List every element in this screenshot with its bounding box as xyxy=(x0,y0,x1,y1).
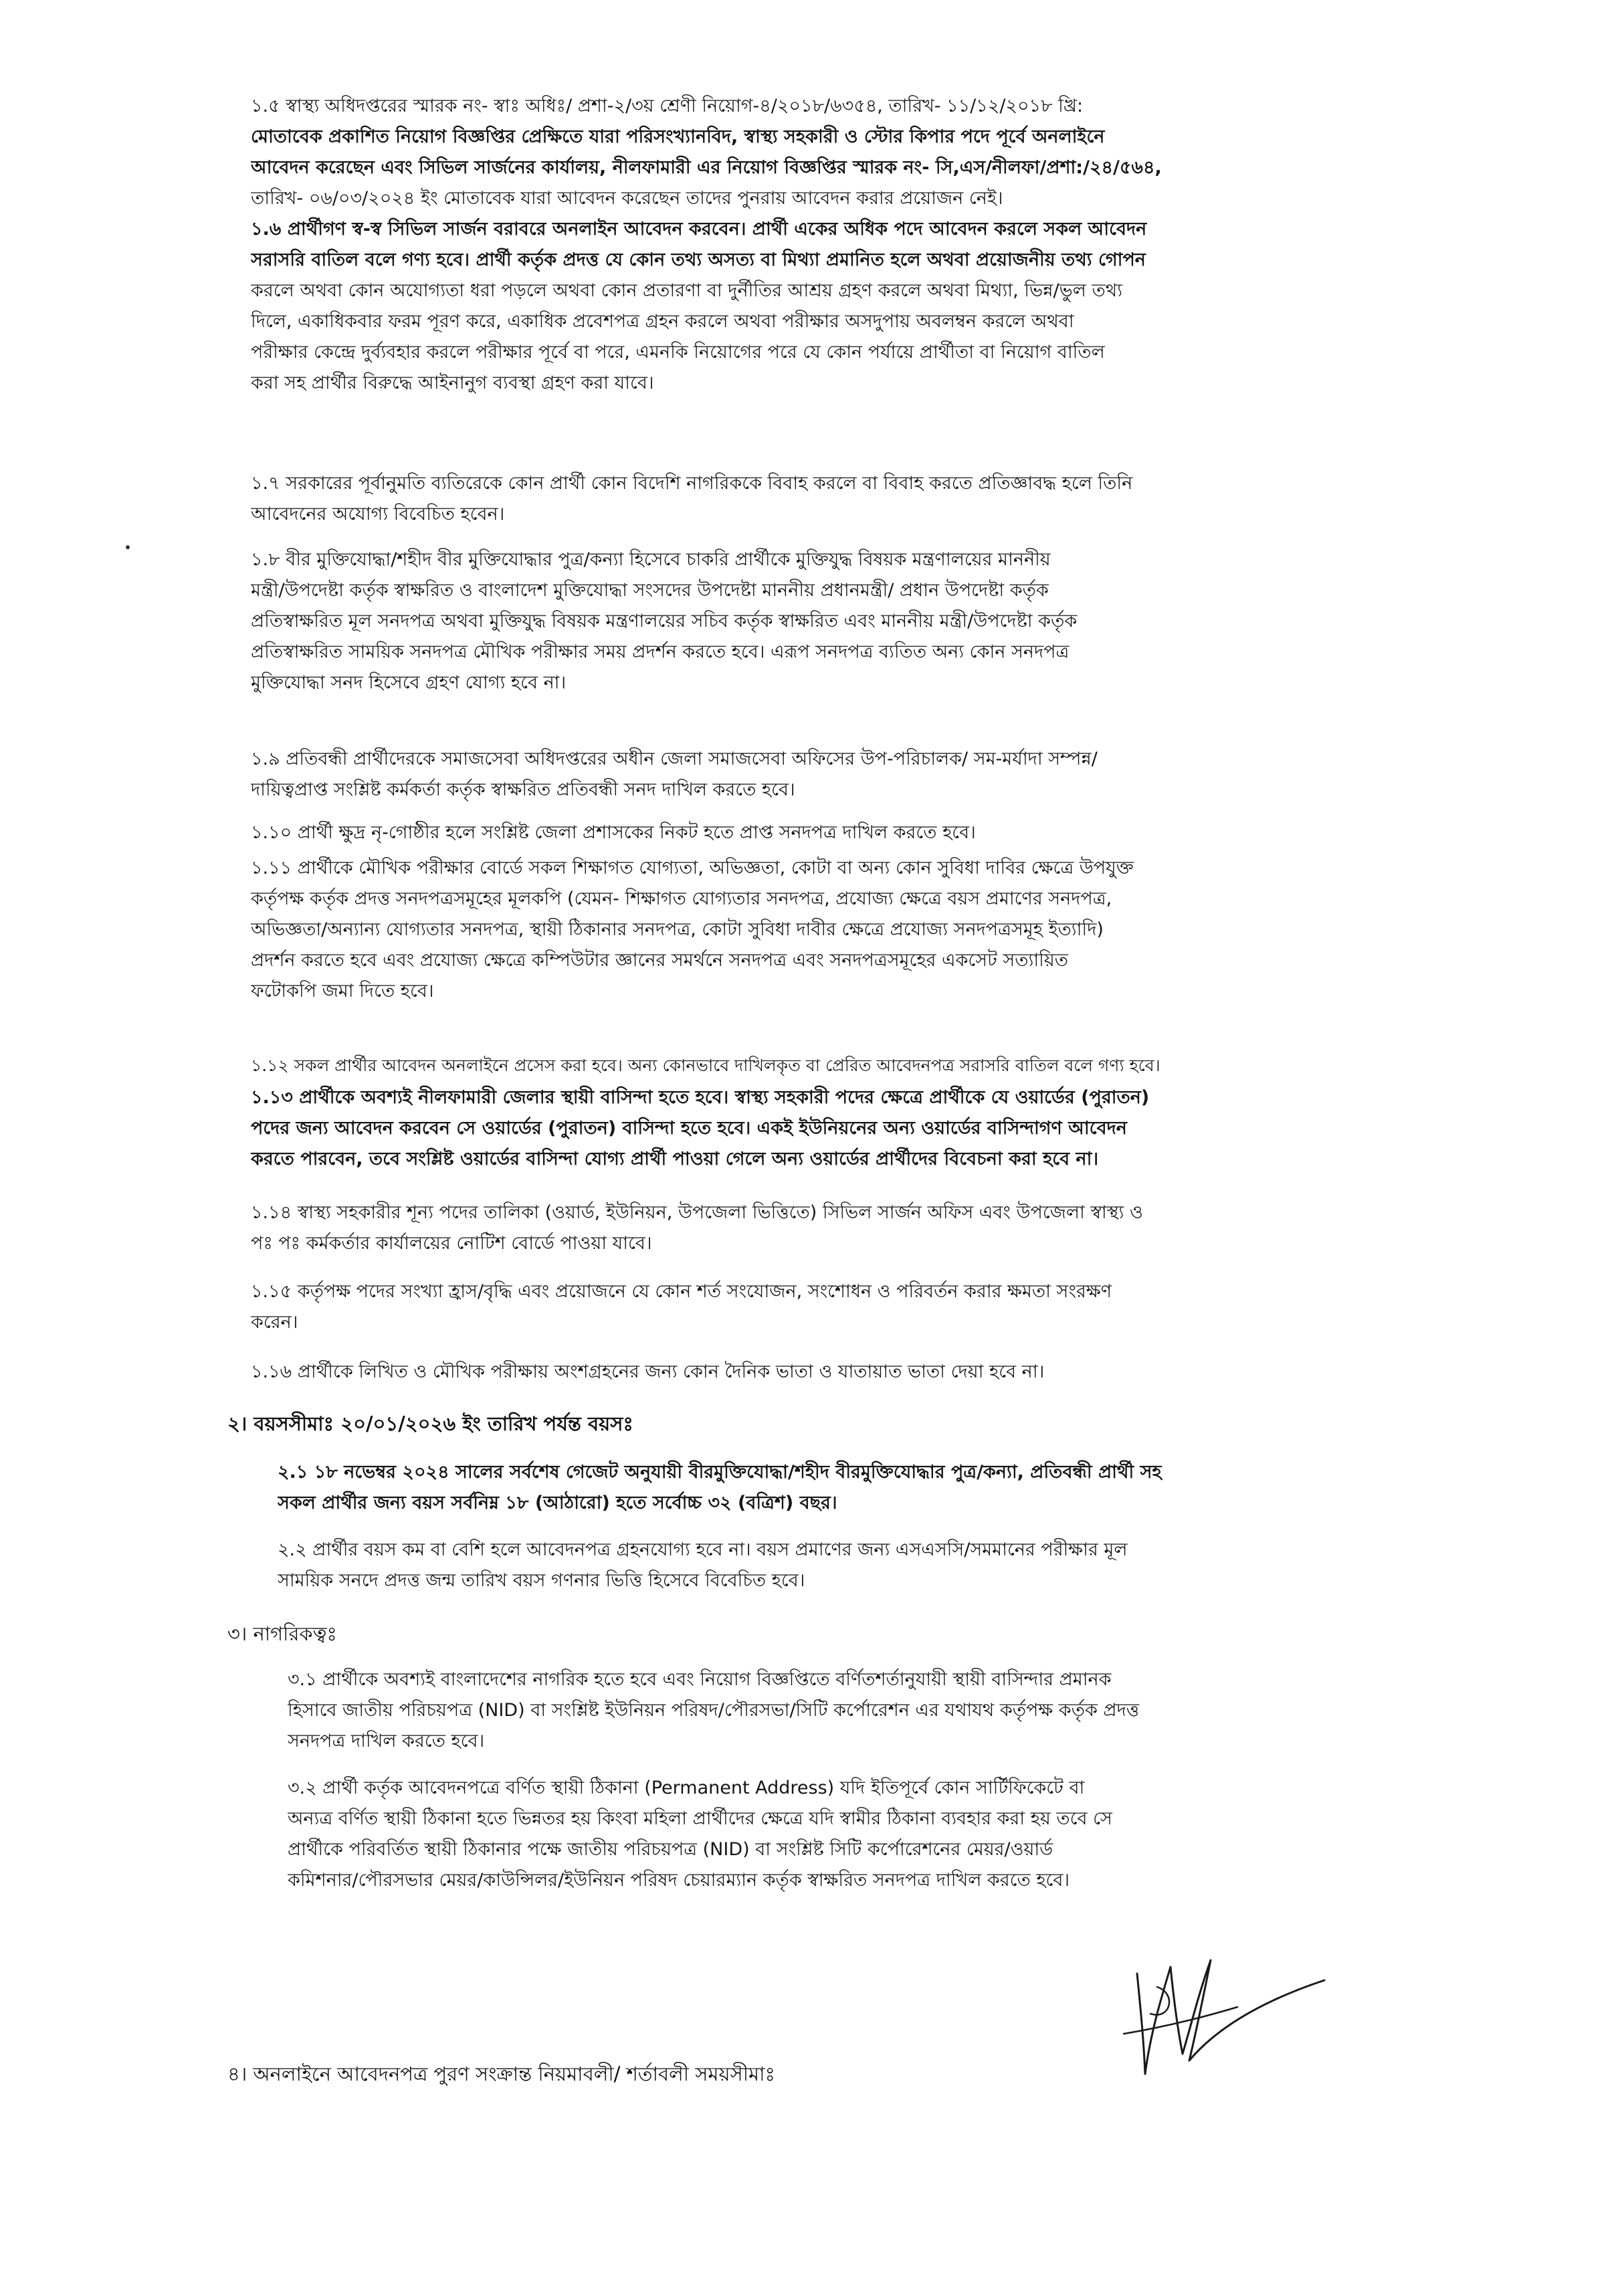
para-number: ১.৫ xyxy=(251,96,280,116)
para-line: কমিশনার/পৌরসভার মেয়র/কাউন্সিলর/ইউনিয়ন পরিষদ চেয়ারম্যান কর্তৃক স্বাক্ষরিত সনদপত্র দাখিল করতে হবে। xyxy=(288,1870,1070,1891)
para-line: সরাসরি বাতিল বলে গণ্য হবে। প্রার্থী কর্তৃক প্রদত্ত যে কোন তথ্য অসত্য বা মিথ্যা প্রমানিত হলে অথবা প্রয়োজনীয় তথ্য গোপন xyxy=(251,250,1146,270)
para-line: ১.১২ সকল প্রার্থীর আবেদন অনলাইনে প্রসেস করা হবে। অন্য কোনভাবে দাখিলকৃত বা প্রেরিত আবেদনপত্র সরাসরি বাতিল বলে গণ্য হবে। xyxy=(251,1056,1160,1075)
para-line: ফটোকপি জমা দিতে হবে। xyxy=(251,981,434,1002)
para-number: ১.১৩ xyxy=(251,1087,293,1108)
para-number: ২.১ xyxy=(278,1462,308,1483)
para-line: তারিখ- ০৬/০৩/২০২৪ ইং মোতাবেক যারা আবেদন করেছেন তাদের পুনরায় আবেদন করার প্রয়োজন নেই। xyxy=(251,188,1003,209)
para-number: ১.১৬ xyxy=(251,1361,292,1382)
para-line: ১.৯ প্রতিবন্ধী প্রার্থীদেরকে সমাজসেবা অধিদপ্তরের অধীন জেলা সমাজসেবা অফিসের উপ-পরিচালক/ সম-মর্যাদা সম্পন্ন/ xyxy=(251,749,1098,769)
para-line: মন্ত্রী/উপদেষ্টা কর্তৃক স্বাক্ষরিত ও বাংলাদেশ মুক্তিযোদ্ধা সংসদের উপদেষ্টা মাননীয় প্রধানমন্ত্রী/ প্রধান উপদেষ্টা কর্তৃক xyxy=(251,580,1049,601)
paragraph-1-7 xyxy=(251,468,1368,530)
para-line: ৩.১ প্রার্থীকে অবশ্যই বাংলাদেশের নাগরিক হতে হবে এবং নিয়োগ বিজ্ঞপ্তিতে বর্ণিতশর্তানুযায়ী স্থায়ী বাসিন্দার প্রমানক xyxy=(288,1669,1112,1690)
para-line: ২.১ ১৮ নভেম্বর ২০২৪ সালের সর্বশেষ গেজেট অনুযায়ী বীরমুক্তিযোদ্ধা/শহীদ বীরমুক্তিযোদ্ধার পুত্র/কন্যা, প্রতিবন্ধী প্রার্থী সহ xyxy=(278,1462,1162,1483)
para-number: ১.১৫ xyxy=(251,1281,292,1302)
para-line: করেন। xyxy=(251,1312,298,1333)
para-number: ১.৭ xyxy=(251,473,280,494)
para-line: ১.৬ প্রার্থীগণ স্ব-স্ব সিভিল সার্জন বরাবরে অনলাইন আবেদন করবেন। প্রার্থী একের অধিক পদে আবেদন করলে সকল আবেদন xyxy=(251,219,1147,240)
paragraph-1-8 xyxy=(251,545,1368,698)
para-line: প্রতিস্বাক্ষরিত মূল সনদপত্র অথবা মুক্তিযুদ্ধ বিষয়ক মন্ত্রণালয়ের সচিব কর্তৃক স্বাক্ষরিত এবং মাননীয় মন্ত্রী/উপদেষ্টা কর্তৃক xyxy=(251,611,1078,632)
para-number: ১.১২ xyxy=(251,1056,289,1075)
paragraph-2-2 xyxy=(278,1535,1368,1596)
para-line: আবেদন করেছেন এবং সিভিল সার্জনের কার্যালয়, নীলফামারী এর নিয়োগ বিজ্ঞপ্তির স্মারক নং- সি,এস/নীলফা/প্রশা:/২৪/৫৬৪, xyxy=(251,157,1162,178)
para-line: ১.১৬ প্রার্থীকে লিখিত ও মৌখিক পরীক্ষায় অংশগ্রহনের জন্য কোন দৈনিক ভাতা ও যাতায়াত ভাতা দেয়া হবে না। xyxy=(251,1361,1045,1382)
paragraph-3-1 xyxy=(288,1664,1368,1757)
para-number: ১.৬ xyxy=(251,219,282,240)
para-line: ২.২ প্রার্থীর বয়স কম বা বেশি হলে আবেদনপত্র গ্রহনযোগ্য হবে না। বয়স প্রমাণের জন্য এসএসসি/সমমানের পরীক্ষার মূল xyxy=(278,1539,1128,1560)
para-number: ৩.১ xyxy=(288,1669,317,1690)
para-line: ৩.২ প্রার্থী কর্তৃক আবেদনপত্রে বর্ণিত স্থায়ী ঠিকানা (Permanent Address) যদি ইতিপূর্বে কোন সার্টিফিকেটে বা xyxy=(288,1778,1085,1798)
paragraph-1-6 xyxy=(251,214,1368,399)
para-line: সাময়িক সনদে প্রদত্ত জন্ম তারিখ বয়স গণনার ভিত্তি হিসেবে বিবেচিত হবে। xyxy=(278,1570,805,1591)
para-line: পরীক্ষার কেন্দ্রে দুর্ব্যবহার করলে পরীক্ষার পূর্বে বা পরে, এমনকি নিয়োগের পরে যে কোন পর্যায়ে প্রার্থীতা বা নিয়োগ বাতিল xyxy=(251,342,1105,363)
para-line: ১.১৪ স্বাস্থ্য সহকারীর শূন্য পদের তালিকা (ওয়ার্ড, ইউনিয়ন, উপজেলা ভিত্তিতে) সিভিল সার্জন অফিস এবং উপজেলা স্বাস্থ্য ও xyxy=(251,1202,1143,1223)
paragraph-3-2 xyxy=(288,1773,1368,1896)
signature-mark xyxy=(1110,1927,1331,2114)
para-line: ১.৮ বীর মুক্তিযোদ্ধা/শহীদ বীর মুক্তিযোদ্ধার পুত্র/কন্যা হিসেবে চাকরি প্রার্থীকে মুক্তিযুদ্ধ বিষয়ক মন্ত্রণালয়ের মাননীয় xyxy=(251,549,1051,570)
paragraph-1-11 xyxy=(251,853,1368,1007)
para-number: ১.৮ xyxy=(251,549,280,570)
paragraph-1-9 xyxy=(251,744,1368,805)
para-line: সকল প্রার্থীর জন্য বয়স সর্বনিম্ন ১৮ (আঠারো) হতে সর্বোচ্চ ৩২ (বত্রিশ) বছর। xyxy=(278,1493,837,1513)
para-line: করা সহ প্রার্থীর বিরুদ্ধে আইনানুগ ব্যবস্থা গ্রহণ করা যাবে। xyxy=(251,373,654,393)
para-line: অভিজ্ঞতা/অন্যান্য যোগ্যতার সনদপত্র, স্থায়ী ঠিকানার সনদপত্র, কোটা সুবিধা দাবীর ক্ষেত্রে প্রযোজ্য সনদপত্রসমূহ ইত্যাদি) xyxy=(251,919,1104,940)
para-line: অন্যত্র বর্ণিত স্থায়ী ঠিকানা হতে ভিন্নতর হয় কিংবা মহিলা প্রার্থীদের ক্ষেত্রে যদি স্বামীর ঠিকানা ব্যবহার করা হয় তবে সে xyxy=(288,1808,1112,1829)
para-line: ১.১৩ প্রার্থীকে অবশ্যই নীলফামারী জেলার স্থায়ী বাসিন্দা হতে হবে। স্বাস্থ্য সহকারী পদের ক্ষেত্রে প্রার্থীকে যে ওয়ার্ডের (পুরাতন) xyxy=(251,1087,1150,1108)
para-line: ১.৫ স্বাস্থ্য অধিদপ্তরের স্মারক নং- স্বাঃ অধিঃ/ প্রশা-২/৩য় শ্রেণী নিয়োগ-৪/২০১৮/৬৩৫৪, তারিখ- ১১/১২/২০১৮ খ্রি: xyxy=(251,96,1084,116)
paragraph-2-1 xyxy=(278,1457,1368,1519)
para-line: ১.১০ প্রার্থী ক্ষুদ্র নৃ-গোষ্ঠীর হলে সংশ্লিষ্ট জেলা প্রশাসকের নিকট হতে প্রাপ্ত সনদপত্র দাখিল করতে হবে। xyxy=(251,822,976,843)
para-number: ১.১০ xyxy=(251,822,292,843)
para-line: ১.১১ প্রার্থীকে মৌখিক পরীক্ষার বোর্ডে সকল শিক্ষাগত যোগ্যতা, অভিজ্ঞতা, কোটা বা অন্য কোন সুবিধা দাবির ক্ষেত্রে উপযুক্ত xyxy=(251,858,1134,878)
para-line: প্রতিস্বাক্ষরিত সাময়িক সনদপত্র মৌখিক পরীক্ষার সময় প্রদর্শন করতে হবে। এরূপ সনদপত্র ব্যতিত অন্য কোন সনদপত্র xyxy=(251,642,1070,662)
para-line: প্রার্থীকে পরিবর্তিত স্থায়ী ঠিকানার পক্ষে জাতীয় পরিচয়পত্র (NID) বা সংশ্লিষ্ট সিটি কর্পোরেশনের মেয়র/ওয়ার্ড xyxy=(288,1839,1053,1860)
heading-citizenship: ৩। নাগরিকত্বঃ xyxy=(227,1622,337,1645)
para-line: করলে অথবা কোন অযোগ্যতা ধরা পড়লে অথবা কোন প্রতারণা বা দুর্নীতির আশ্রয় গ্রহণ করলে অথবা মিথ্যা, ভিন্ন/ভুল তথ্য xyxy=(251,280,1123,301)
para-line: ১.৭ সরকারের পূর্বানুমতি ব্যতিরেকে কোন প্রার্থী কোন বিদেশি নাগরিককে বিবাহ করলে বা বিবাহ করতে প্রতিজ্ঞাবদ্ধ হলে তিনি xyxy=(251,473,1133,494)
heading-online-application-rules: ৪। অনলাইনে আবেদনপত্র পুরণ সংক্রান্ত নিয়মাবলী/ শর্তাবলী সময়সীমাঃ xyxy=(227,2063,775,2085)
para-number: ১.১৪ xyxy=(251,1202,292,1223)
paragraph-1-15 xyxy=(251,1276,1368,1338)
para-line: পদের জন্য আবেদন করবেন সে ওয়ার্ডের (পুরাতন) বাসিন্দা হতে হবে। একই ইউনিয়নের অন্য ওয়ার্ডের বাসিন্দাগণ আবেদন xyxy=(251,1118,1127,1139)
paragraph-1-12 xyxy=(251,1050,1368,1081)
paragraph-1-10 xyxy=(251,818,1368,848)
para-line: সনদপত্র দাখিল করতে হবে। xyxy=(288,1731,485,1751)
para-number: ১.১১ xyxy=(251,858,292,878)
para-line: মুক্তিযোদ্ধা সনদ হিসেবে গ্রহণ যোগ্য হবে না। xyxy=(251,672,567,693)
paragraph-1-16 xyxy=(251,1357,1368,1388)
para-line: হিসাবে জাতীয় পরিচয়পত্র (NID) বা সংশ্লিষ্ট ইউনিয়ন পরিষদ/পৌরসভা/সিটি কর্পোরেশন এর যথাযথ কর্তৃপক্ষ কর্তৃক প্রদত্ত xyxy=(288,1700,1140,1721)
para-line: ১.১৫ কর্তৃপক্ষ পদের সংখ্যা হ্রাস/বৃদ্ধি এবং প্রয়োজনে যে কোন শর্ত সংযোজন, সংশোধন ও পরিবর্তন করার ক্ষমতা সংরক্ষণ xyxy=(251,1281,1112,1302)
para-number: ২.২ xyxy=(278,1539,307,1560)
paragraph-1-5 xyxy=(251,91,1368,214)
para-line: পঃ পঃ কর্মকর্তার কার্যালয়ের নোটিশ বোর্ডে পাওয়া যাবে। xyxy=(251,1233,652,1254)
para-line: দায়িত্বপ্রাপ্ত সংশ্লিষ্ট কর্মকর্তা কর্তৃক স্বাক্ষরিত প্রতিবন্ধী সনদ দাখিল করতে হবে। xyxy=(251,779,795,800)
para-line: মোতাবেক প্রকাশিত নিয়োগ বিজ্ঞপ্তির প্রেক্ষিতে যারা পরিসংখ্যানবিদ, স্বাস্থ্য সহকারী ও স্টোর কিপার পদে পূর্বে অনলাইনে xyxy=(251,126,1105,147)
paragraph-1-14 xyxy=(251,1198,1368,1259)
paragraph-1-13 xyxy=(251,1082,1368,1175)
para-line: প্রদর্শন করতে হবে এবং প্রযোজ্য ক্ষেত্রে কম্পিউটার জ্ঞানের সমর্থনে সনদপত্র এবং সনদপত্রসমূহের একসেট সত্যায়িত xyxy=(251,950,1069,971)
heading-age-limit: ২। বয়সসীমাঃ ২০/০১/২০২৬ ইং তারিখ পর্যন্ত বয়সঃ xyxy=(227,1412,633,1435)
para-line: দিলে, একাধিকবার ফরম পূরণ করে, একাধিক প্রবেশপত্র গ্রহন করলে অথবা পরীক্ষার অসদুপায় অবলম্বন করলে অথবা xyxy=(251,311,1074,332)
para-line: আবেদনের অযোগ্য বিবেচিত হবেন। xyxy=(251,504,505,525)
para-line: কর্তৃপক্ষ কর্তৃক প্রদত্ত সনদপত্রসমূহের মূলকপি (যেমন- শিক্ষাগত যোগ্যতার সনদপত্র, প্রযোজ্য ক্ষেত্রে বয়স প্রমাণের সনদপত্র, xyxy=(251,888,1112,909)
para-number: ৩.২ xyxy=(288,1778,317,1798)
scan-speck xyxy=(126,545,130,549)
para-number: ১.৯ xyxy=(251,749,280,769)
para-line: করতে পারবেন, তবে সংশ্লিষ্ট ওয়ার্ডের বাসিন্দা যোগ্য প্রার্থী পাওয়া গেলে অন্য ওয়ার্ডের প্রার্থীদের বিবেচনা করা হবে না। xyxy=(251,1149,1099,1169)
